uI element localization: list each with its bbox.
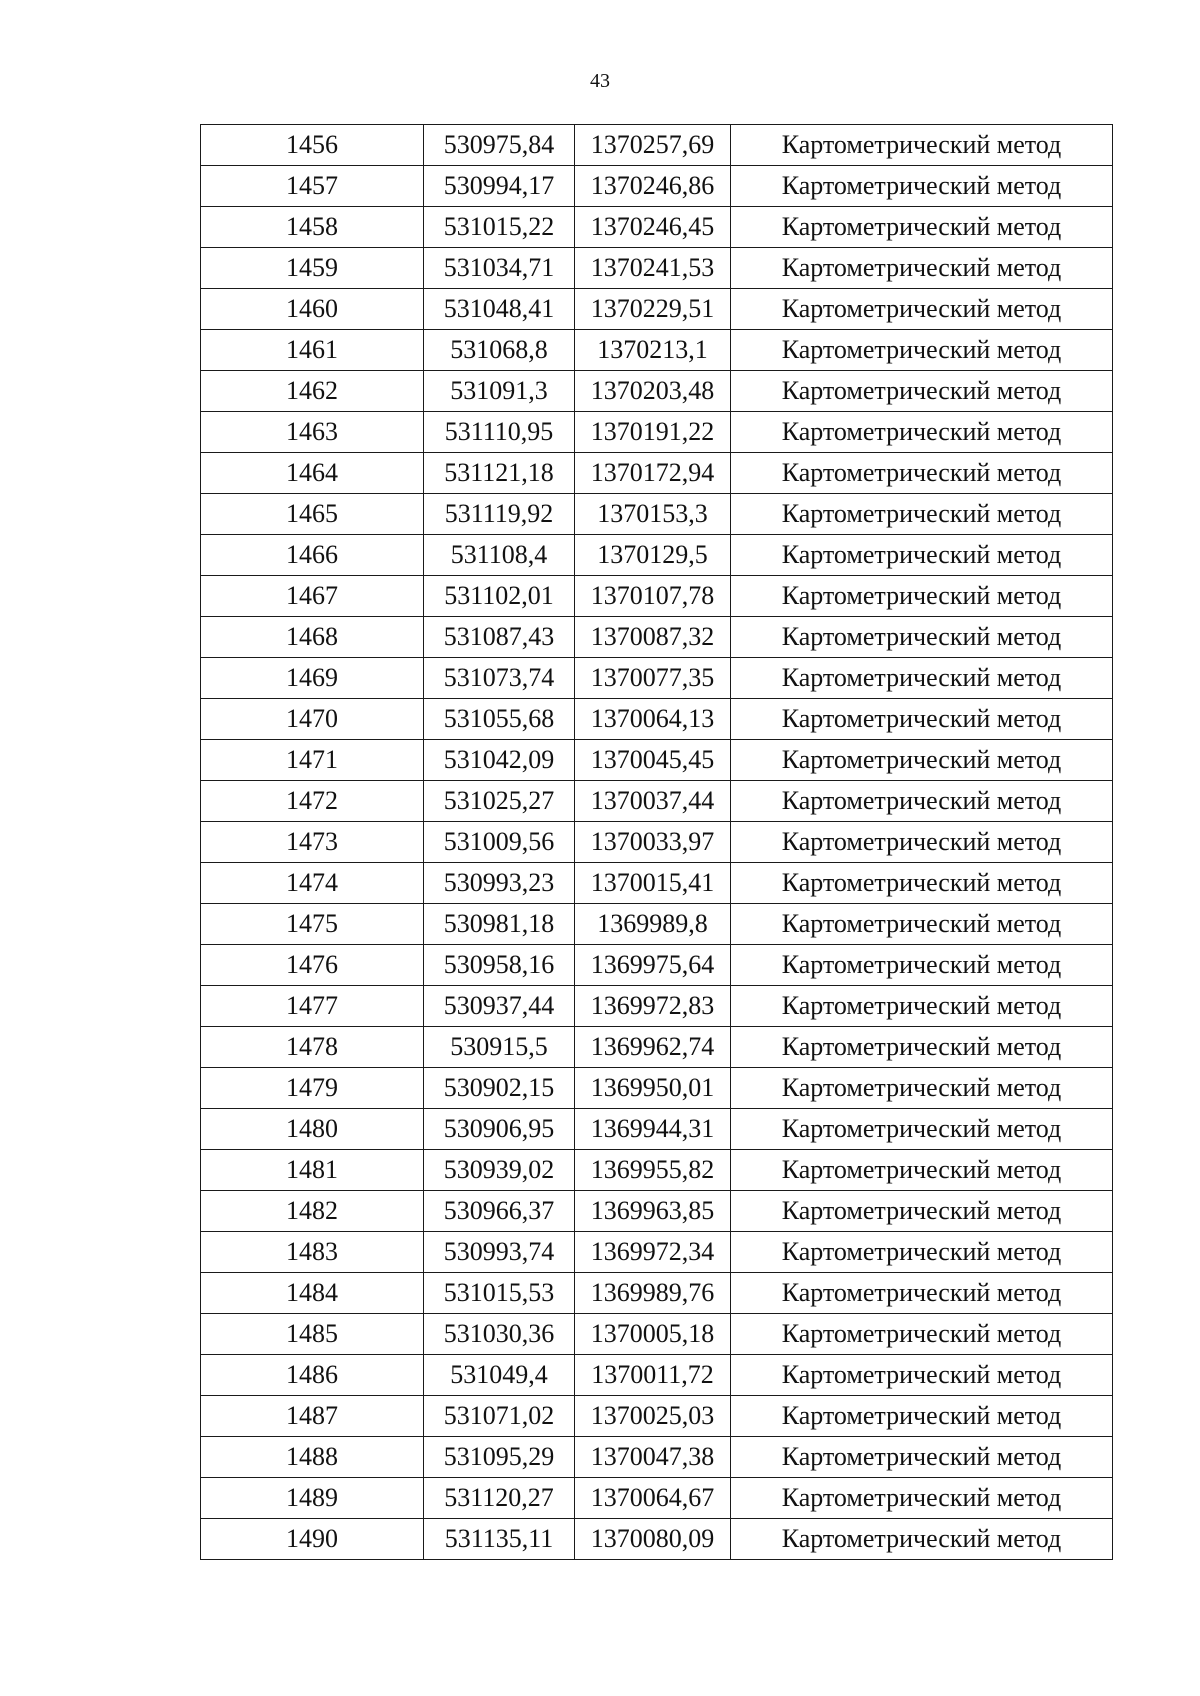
method-cell: Картометрический метод [731, 494, 1113, 535]
method-cell: Картометрический метод [731, 576, 1113, 617]
table-row [201, 289, 1113, 330]
coordinates-table [200, 124, 1113, 1560]
point-number-cell: 1486 [201, 1355, 424, 1396]
point-number-cell: 1463 [201, 412, 424, 453]
x-coordinate-cell: 530915,5 [424, 1027, 575, 1068]
page-number: 43 [590, 70, 610, 92]
x-coordinate-cell: 531095,29 [424, 1437, 575, 1478]
table-row [201, 371, 1113, 412]
point-number-cell: 1461 [201, 330, 424, 371]
method-cell: Картометрический метод [731, 658, 1113, 699]
method-cell: Картометрический метод [731, 330, 1113, 371]
x-coordinate-cell: 531073,74 [424, 658, 575, 699]
x-coordinate-cell: 531025,27 [424, 781, 575, 822]
y-coordinate-cell: 1370064,13 [575, 699, 731, 740]
point-number-cell: 1468 [201, 617, 424, 658]
x-coordinate-cell: 531087,43 [424, 617, 575, 658]
y-coordinate-cell: 1370257,69 [575, 125, 731, 166]
y-coordinate-cell: 1369989,76 [575, 1273, 731, 1314]
table-row [201, 658, 1113, 699]
table-row [201, 822, 1113, 863]
method-cell: Картометрический метод [731, 1478, 1113, 1519]
x-coordinate-cell: 531108,4 [424, 535, 575, 576]
x-coordinate-cell: 531009,56 [424, 822, 575, 863]
y-coordinate-cell: 1370229,51 [575, 289, 731, 330]
method-cell: Картометрический метод [731, 371, 1113, 412]
table-row [201, 986, 1113, 1027]
method-cell: Картометрический метод [731, 1519, 1113, 1560]
table-row [201, 740, 1113, 781]
table-row [201, 1437, 1113, 1478]
point-number-cell: 1481 [201, 1150, 424, 1191]
x-coordinate-cell: 531102,01 [424, 576, 575, 617]
x-coordinate-cell: 530966,37 [424, 1191, 575, 1232]
point-number-cell: 1476 [201, 945, 424, 986]
table-row [201, 1355, 1113, 1396]
y-coordinate-cell: 1370107,78 [575, 576, 731, 617]
y-coordinate-cell: 1370241,53 [575, 248, 731, 289]
x-coordinate-cell: 531135,11 [424, 1519, 575, 1560]
x-coordinate-cell: 530994,17 [424, 166, 575, 207]
table-row [201, 945, 1113, 986]
point-number-cell: 1474 [201, 863, 424, 904]
y-coordinate-cell: 1370015,41 [575, 863, 731, 904]
method-cell: Картометрический метод [731, 740, 1113, 781]
table-row [201, 1109, 1113, 1150]
x-coordinate-cell: 530993,74 [424, 1232, 575, 1273]
y-coordinate-cell: 1369989,8 [575, 904, 731, 945]
point-number-cell: 1465 [201, 494, 424, 535]
y-coordinate-cell: 1369975,64 [575, 945, 731, 986]
method-cell: Картометрический метод [731, 617, 1113, 658]
method-cell: Картометрический метод [731, 207, 1113, 248]
table-row [201, 330, 1113, 371]
point-number-cell: 1457 [201, 166, 424, 207]
point-number-cell: 1490 [201, 1519, 424, 1560]
y-coordinate-cell: 1370037,44 [575, 781, 731, 822]
x-coordinate-cell: 530906,95 [424, 1109, 575, 1150]
method-cell: Картометрический метод [731, 904, 1113, 945]
x-coordinate-cell: 530937,44 [424, 986, 575, 1027]
y-coordinate-cell: 1369950,01 [575, 1068, 731, 1109]
table-row [201, 494, 1113, 535]
x-coordinate-cell: 531049,4 [424, 1355, 575, 1396]
method-cell: Картометрический метод [731, 945, 1113, 986]
x-coordinate-cell: 530939,02 [424, 1150, 575, 1191]
table-row [201, 617, 1113, 658]
table-row [201, 535, 1113, 576]
y-coordinate-cell: 1369955,82 [575, 1150, 731, 1191]
method-cell: Картометрический метод [731, 863, 1113, 904]
y-coordinate-cell: 1370025,03 [575, 1396, 731, 1437]
method-cell: Картометрический метод [731, 1150, 1113, 1191]
table-row [201, 1314, 1113, 1355]
table-row [201, 125, 1113, 166]
method-cell: Картометрический метод [731, 781, 1113, 822]
point-number-cell: 1478 [201, 1027, 424, 1068]
y-coordinate-cell: 1370011,72 [575, 1355, 731, 1396]
table-row [201, 453, 1113, 494]
y-coordinate-cell: 1370064,67 [575, 1478, 731, 1519]
table-row [201, 412, 1113, 453]
method-cell: Картометрический метод [731, 1109, 1113, 1150]
x-coordinate-cell: 531042,09 [424, 740, 575, 781]
table-row [201, 1232, 1113, 1273]
x-coordinate-cell: 530975,84 [424, 125, 575, 166]
method-cell: Картометрический метод [731, 699, 1113, 740]
x-coordinate-cell: 531071,02 [424, 1396, 575, 1437]
point-number-cell: 1487 [201, 1396, 424, 1437]
x-coordinate-cell: 531015,53 [424, 1273, 575, 1314]
x-coordinate-cell: 531091,3 [424, 371, 575, 412]
x-coordinate-cell: 531120,27 [424, 1478, 575, 1519]
point-number-cell: 1459 [201, 248, 424, 289]
y-coordinate-cell: 1370045,45 [575, 740, 731, 781]
point-number-cell: 1475 [201, 904, 424, 945]
method-cell: Картометрический метод [731, 412, 1113, 453]
x-coordinate-cell: 530981,18 [424, 904, 575, 945]
table-row [201, 248, 1113, 289]
y-coordinate-cell: 1369963,85 [575, 1191, 731, 1232]
y-coordinate-cell: 1369944,31 [575, 1109, 731, 1150]
y-coordinate-cell: 1370087,32 [575, 617, 731, 658]
point-number-cell: 1485 [201, 1314, 424, 1355]
method-cell: Картометрический метод [731, 1027, 1113, 1068]
point-number-cell: 1480 [201, 1109, 424, 1150]
point-number-cell: 1482 [201, 1191, 424, 1232]
table-row [201, 781, 1113, 822]
table-row [201, 1191, 1113, 1232]
table-row [201, 699, 1113, 740]
point-number-cell: 1470 [201, 699, 424, 740]
y-coordinate-cell: 1369972,83 [575, 986, 731, 1027]
point-number-cell: 1471 [201, 740, 424, 781]
point-number-cell: 1479 [201, 1068, 424, 1109]
method-cell: Картометрический метод [731, 166, 1113, 207]
y-coordinate-cell: 1370077,35 [575, 658, 731, 699]
method-cell: Картометрический метод [731, 1232, 1113, 1273]
point-number-cell: 1469 [201, 658, 424, 699]
point-number-cell: 1456 [201, 125, 424, 166]
x-coordinate-cell: 531110,95 [424, 412, 575, 453]
x-coordinate-cell: 530958,16 [424, 945, 575, 986]
point-number-cell: 1467 [201, 576, 424, 617]
table-row [201, 1273, 1113, 1314]
table-row [201, 1396, 1113, 1437]
x-coordinate-cell: 531048,41 [424, 289, 575, 330]
method-cell: Картометрический метод [731, 1191, 1113, 1232]
x-coordinate-cell: 531055,68 [424, 699, 575, 740]
method-cell: Картометрический метод [731, 535, 1113, 576]
point-number-cell: 1466 [201, 535, 424, 576]
method-cell: Картометрический метод [731, 1437, 1113, 1478]
table-row [201, 166, 1113, 207]
method-cell: Картометрический метод [731, 248, 1113, 289]
method-cell: Картометрический метод [731, 453, 1113, 494]
x-coordinate-cell: 531121,18 [424, 453, 575, 494]
x-coordinate-cell: 530993,23 [424, 863, 575, 904]
y-coordinate-cell: 1370246,45 [575, 207, 731, 248]
point-number-cell: 1458 [201, 207, 424, 248]
method-cell: Картометрический метод [731, 1355, 1113, 1396]
method-cell: Картометрический метод [731, 1273, 1113, 1314]
y-coordinate-cell: 1369972,34 [575, 1232, 731, 1273]
point-number-cell: 1484 [201, 1273, 424, 1314]
table-row [201, 904, 1113, 945]
coordinates-table-body [201, 125, 1113, 1560]
table-row [201, 1519, 1113, 1560]
point-number-cell: 1489 [201, 1478, 424, 1519]
point-number-cell: 1472 [201, 781, 424, 822]
point-number-cell: 1488 [201, 1437, 424, 1478]
y-coordinate-cell: 1370172,94 [575, 453, 731, 494]
x-coordinate-cell: 531015,22 [424, 207, 575, 248]
y-coordinate-cell: 1370129,5 [575, 535, 731, 576]
x-coordinate-cell: 530902,15 [424, 1068, 575, 1109]
table-row [201, 1478, 1113, 1519]
x-coordinate-cell: 531119,92 [424, 494, 575, 535]
x-coordinate-cell: 531068,8 [424, 330, 575, 371]
table-row [201, 576, 1113, 617]
y-coordinate-cell: 1369962,74 [575, 1027, 731, 1068]
x-coordinate-cell: 531034,71 [424, 248, 575, 289]
y-coordinate-cell: 1370080,09 [575, 1519, 731, 1560]
y-coordinate-cell: 1370203,48 [575, 371, 731, 412]
method-cell: Картометрический метод [731, 1314, 1113, 1355]
y-coordinate-cell: 1370153,3 [575, 494, 731, 535]
method-cell: Картометрический метод [731, 125, 1113, 166]
point-number-cell: 1473 [201, 822, 424, 863]
y-coordinate-cell: 1370047,38 [575, 1437, 731, 1478]
table-row [201, 1068, 1113, 1109]
table-row [201, 207, 1113, 248]
method-cell: Картометрический метод [731, 1396, 1113, 1437]
y-coordinate-cell: 1370005,18 [575, 1314, 731, 1355]
table-row [201, 1027, 1113, 1068]
point-number-cell: 1483 [201, 1232, 424, 1273]
table-row [201, 863, 1113, 904]
method-cell: Картометрический метод [731, 822, 1113, 863]
x-coordinate-cell: 531030,36 [424, 1314, 575, 1355]
point-number-cell: 1477 [201, 986, 424, 1027]
point-number-cell: 1460 [201, 289, 424, 330]
y-coordinate-cell: 1370191,22 [575, 412, 731, 453]
y-coordinate-cell: 1370246,86 [575, 166, 731, 207]
method-cell: Картометрический метод [731, 986, 1113, 1027]
y-coordinate-cell: 1370033,97 [575, 822, 731, 863]
method-cell: Картометрический метод [731, 1068, 1113, 1109]
point-number-cell: 1462 [201, 371, 424, 412]
point-number-cell: 1464 [201, 453, 424, 494]
table-row [201, 1150, 1113, 1191]
y-coordinate-cell: 1370213,1 [575, 330, 731, 371]
method-cell: Картометрический метод [731, 289, 1113, 330]
